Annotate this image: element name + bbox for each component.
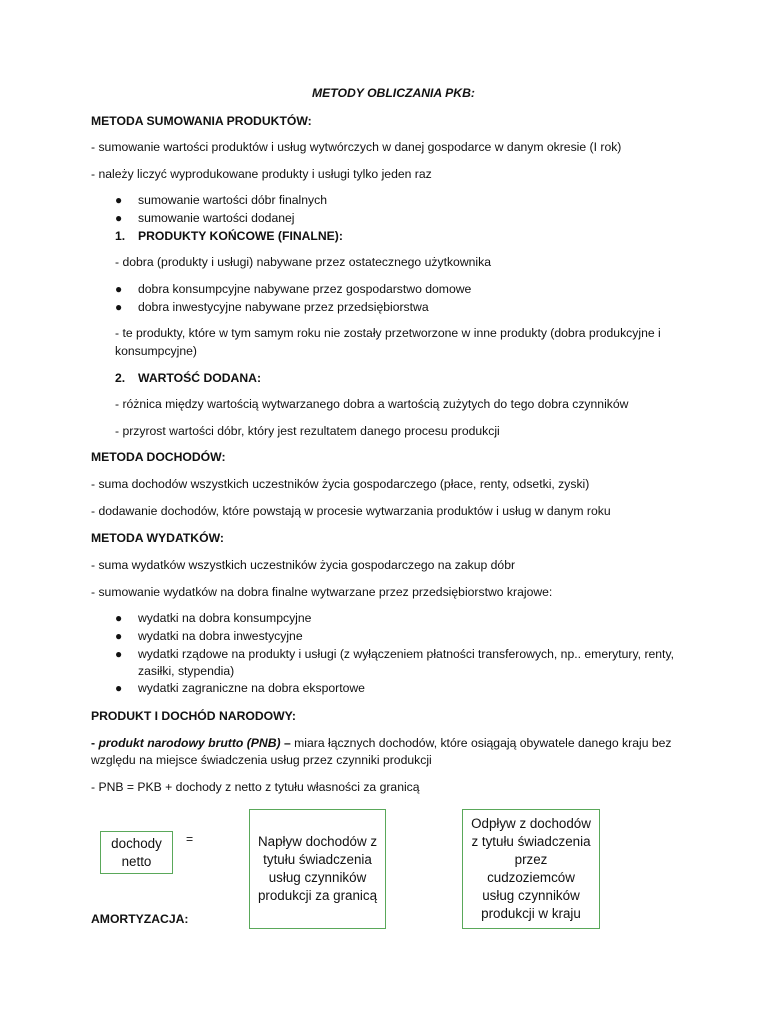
paragraph: - te produkty, które w tym samym roku nie zostały przetworzone w inne produkty (dobra produkcyjne i: [115, 326, 661, 340]
em-dash: –: [280, 736, 295, 750]
list-item: dobra inwestycyjne nabywane przez przedsiębiorstwa: [138, 300, 429, 314]
section-heading-products: METODA SUMOWANIA PRODUKTÓW:: [91, 114, 312, 128]
diagram-box-label: dochody netto: [111, 835, 162, 869]
bullet-icon: ●: [115, 681, 123, 695]
bullet-icon: ●: [115, 211, 123, 225]
list-item: sumowanie wartości dodanej: [138, 211, 295, 225]
paragraph: - suma wydatków wszystkich uczestników życia gospodarczego na zakup dóbr: [91, 558, 516, 572]
list-item: wydatki na dobra inwestycyjne: [138, 629, 303, 643]
formula-text: - PNB = PKB + dochody z netto z tytułu własności za granicą: [91, 780, 420, 794]
section-heading-depreciation: AMORTYZACJA:: [91, 912, 189, 926]
list-item: wydatki zagraniczne na dobra eksportowe: [138, 681, 365, 695]
bullet-icon: ●: [115, 193, 123, 207]
diagram-box-label: Odpływ z dochodów z tytułu świadczenia przez cudzoziemców usług czynników produkcji w kraju: [471, 816, 591, 921]
section-heading-national-product: PRODUKT I DOCHÓD NARODOWY:: [91, 709, 296, 723]
list-number: 2.: [115, 371, 126, 385]
paragraph: - sumowanie wydatków na dobra finalne wytwarzane przez przedsiębiorstwo krajowe:: [91, 585, 553, 599]
diagram-box-net-income: [100, 831, 173, 874]
paragraph: - dobra (produkty i usługi) nabywane przez ostatecznego użytkownika: [115, 255, 491, 269]
bullet-icon: ●: [115, 300, 123, 314]
paragraph: - przyrost wartości dóbr, który jest rezultatem danego procesu produkcji: [115, 424, 500, 438]
equals-sign: =: [186, 832, 194, 846]
diagram-box-label: Napływ dochodów z tytułu świadczenia usług czynników produkcji za granicą: [257, 834, 378, 903]
section-heading-income: METODA DOCHODÓW:: [91, 450, 226, 464]
diagram-box-inflow: [249, 809, 386, 929]
paragraph-continuation: konsumpcyjne): [115, 344, 197, 358]
paragraph: - dodawanie dochodów, które powstają w procesie wytwarzania produktów i usług w danym roku: [91, 504, 611, 518]
diagram-box-outflow: [462, 809, 600, 929]
paragraph-continuation: względu na miejsce świadczenia usług przez czynniki produkcji: [91, 753, 432, 767]
list-item: sumowanie wartości dóbr finalnych: [138, 193, 327, 207]
bullet-icon: ●: [115, 282, 123, 296]
list-item: dobra konsumpcyjne nabywane przez gospodarstwo domowe: [138, 282, 472, 296]
bullet-icon: ●: [115, 611, 123, 625]
paragraph: - należy liczyć wyprodukowane produkty i usługi tylko jeden raz: [91, 167, 432, 181]
paragraph: - różnica między wartością wytwarzanego dobra a wartością zużytych do tego dobra czynników: [115, 397, 629, 411]
term-gnp: produkt narodowy brutto (PNB): [98, 736, 281, 750]
paragraph: - sumowanie wartości produktów i usług wytwórczych w danej gospodarce w danym okresie (I rok): [91, 140, 622, 154]
list-item-continuation: zasiłki, stypendia): [138, 664, 235, 678]
list-item: wydatki rządowe na produkty i usługi (z wyłączeniem płatności transferowych, np.. emerytury, renty,: [138, 647, 675, 661]
list-item: wydatki na dobra konsumpcyjne: [138, 611, 312, 625]
definition-text: miara łącznych dochodów, które osiągają obywatele danego kraju bez: [294, 736, 672, 750]
dash-prefix: -: [91, 736, 99, 750]
bullet-icon: ●: [115, 629, 123, 643]
subsection-heading-value-added: WARTOŚĆ DODANA:: [138, 371, 261, 385]
section-heading-expenditure: METODA WYDATKÓW:: [91, 531, 224, 545]
bullet-icon: ●: [115, 647, 123, 661]
document-title: METODY OBLICZANIA PKB:: [312, 86, 475, 100]
list-number: 1.: [115, 229, 126, 243]
paragraph: [91, 736, 672, 751]
subsection-heading-final-products: PRODUKTY KOŃCOWE (FINALNE):: [138, 229, 343, 243]
paragraph: - suma dochodów wszystkich uczestników życia gospodarczego (płace, renty, odsetki, zyski): [91, 477, 590, 491]
